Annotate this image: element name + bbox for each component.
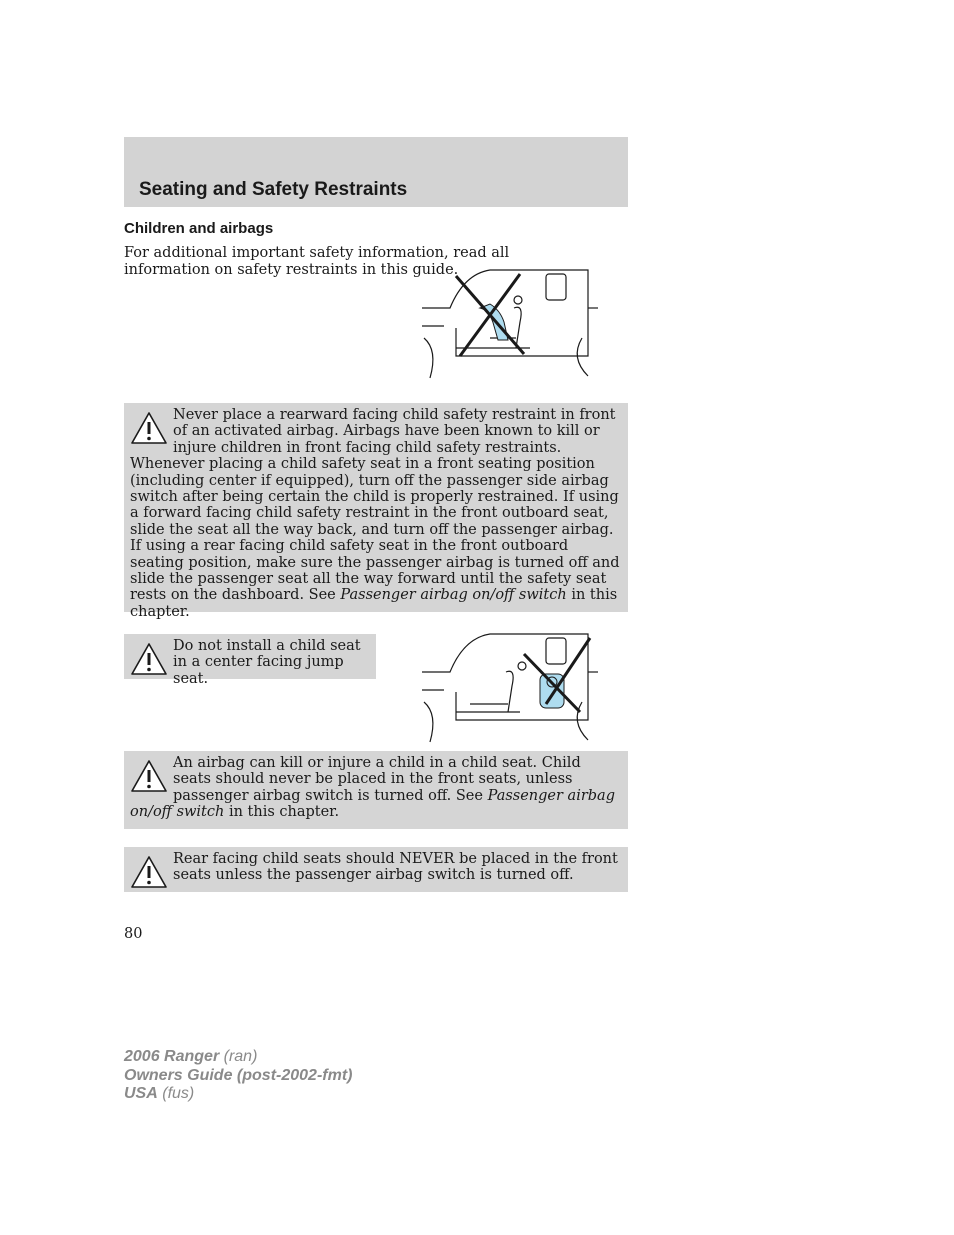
rear-facing-seat-prohibited-illustration <box>420 268 600 380</box>
warning-box <box>124 403 628 620</box>
chapter-title: Seating and Safety Restraints <box>139 179 408 200</box>
warning-text: Rear facing child seats should NEVER be placed in the front seats unless the passenger airbag switch is turned off. <box>173 851 618 884</box>
page-number: 80 <box>124 926 143 942</box>
warning-box <box>124 847 628 892</box>
warning-triangle-icon <box>130 855 168 889</box>
warning-triangle-icon <box>130 642 168 676</box>
warning-triangle-icon <box>130 411 168 445</box>
document-footer <box>124 1048 352 1104</box>
warning-box <box>124 634 376 687</box>
footer-line-guide: Owners Guide (post-2002-fmt) <box>124 1066 353 1084</box>
chapter-header-band <box>124 137 628 207</box>
cross-reference: Passenger airbag on/off switch <box>130 787 615 821</box>
footer-line-region: USA (fus) <box>124 1085 195 1102</box>
intro-paragraph: For additional important safety information, read all information on safety restraints in this guide. <box>124 245 510 278</box>
warning-text: An airbag can kill or injure a child in a child seat. Child seats should never be placed in the front seats, unless passenger airbag switch is turned off. See Passenger airbag on/off switch in this chapter. <box>130 755 615 821</box>
warning-box <box>124 751 628 829</box>
footer-line-model: 2006 Ranger (ran) <box>124 1048 258 1065</box>
cross-reference: Passenger airbag on/off switch <box>340 587 567 604</box>
warning-text: Never place a rearward facing child safety restraint in front of an activated airbag. Airbags have been known to kill or injure children in front facing child safety restraints. Whenever placing a child safety seat in a front seating position (including center if equipped), turn off the passenger side airbag switch after being certain the child is properly restrained. If using a forward facing child safety restraint in the front outboard seat, slide the seat all the way back, and turn off the passenger airbag. If using a rear facing child safety seat in the front outboard seating position, make sure the passenger airbag is turned off and slide the passenger seat all the way forward until the safety seat rests on the dashboard. See Passenger airbag on/off switch in this chapter. <box>130 407 620 620</box>
section-heading: Children and airbags <box>124 220 274 237</box>
warning-triangle-icon <box>130 759 168 793</box>
warning-text: Do not install a child seat in a center facing jump seat. <box>173 638 361 687</box>
jump-seat-prohibited-illustration <box>420 632 600 744</box>
